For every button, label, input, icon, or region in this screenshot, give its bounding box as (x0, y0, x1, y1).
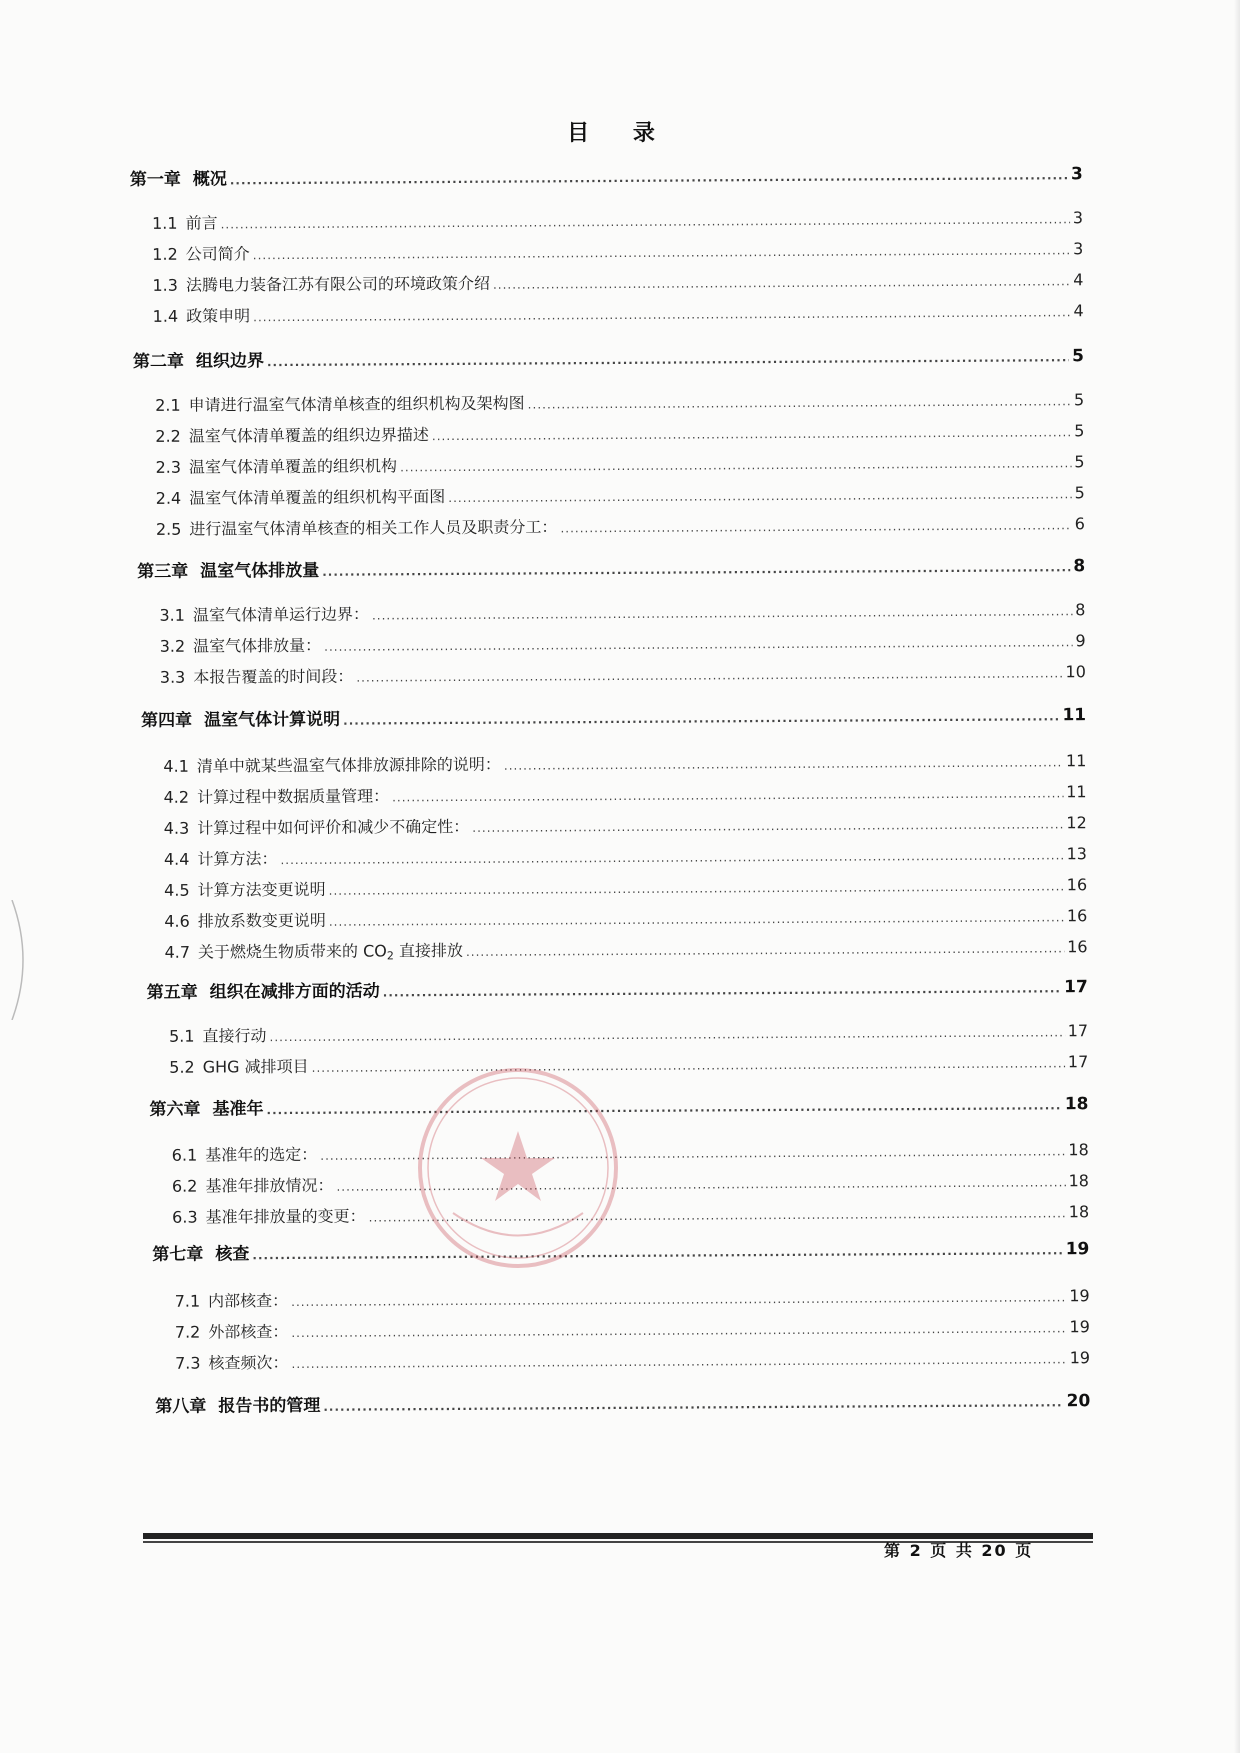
co2-subscript: 2 (386, 949, 394, 963)
toc-chapter-label (130, 164, 227, 190)
toc-page-number: 3 (1073, 239, 1084, 259)
toc-section-title: 前言 (185, 213, 218, 233)
toc-section-number: 4.2 (163, 787, 190, 807)
toc-leader-dots (252, 1244, 1062, 1261)
toc-page-number: 6 (1074, 514, 1085, 534)
toc-page-number: 19 (1069, 1348, 1091, 1368)
toc-page-number: 20 (1066, 1391, 1091, 1412)
toc-chapter-label (152, 1239, 249, 1265)
toc-page-number: 16 (1067, 937, 1088, 957)
toc-page-number: 16 (1066, 875, 1088, 895)
toc-chapter-number: 第三章 (137, 561, 189, 582)
toc-section-number: 4.3 (163, 818, 190, 838)
toc-page-number: 8 (1073, 556, 1086, 577)
toc-section-number: 2.5 (155, 519, 182, 539)
toc-section-title: 政策申明 (186, 306, 251, 326)
toc-page-number: 5 (1074, 452, 1085, 472)
toc-section-number: 2.1 (155, 395, 181, 415)
toc-section-title: 基准年排放量的变更： (205, 1206, 366, 1227)
toc-section-number: 3.2 (159, 636, 186, 656)
toc-section-label (164, 908, 326, 932)
toc-leader-dots (269, 1026, 1064, 1043)
toc-section-label (175, 1350, 289, 1374)
toc-chapter-number: 第二章 (132, 351, 184, 372)
toc-section-label (155, 453, 397, 477)
toc-section-title: 核查频次： (208, 1353, 289, 1373)
toc-section-label (160, 664, 354, 688)
toc-page-number: 5 (1073, 390, 1085, 410)
toc-page-number: 5 (1074, 483, 1085, 503)
toc-leader-dots (356, 667, 1062, 683)
toc-section-number: 4.4 (163, 849, 190, 869)
toc-section-number: 1.4 (152, 306, 179, 326)
toc-section-number: 4.7 (164, 942, 191, 962)
toc-section-number: 5.1 (168, 1026, 195, 1046)
toc-section-entry[interactable] (152, 236, 1083, 265)
toc-section-label (164, 938, 463, 964)
toc-chapter-entry[interactable] (137, 551, 1085, 582)
toc-leader-dots (343, 710, 1059, 726)
toc-section-entry[interactable] (152, 205, 1083, 234)
page-number-footer: 第 2 页 共 20 页 (884, 1541, 1034, 1560)
toc-section-title: 计算过程中数据质量管理： (196, 786, 390, 807)
toc-section-label (175, 1319, 289, 1343)
toc-page-number: 10 (1065, 662, 1086, 682)
toc-chapter-title: 核查 (215, 1244, 250, 1265)
toc-chapter-number: 第八章 (155, 1396, 207, 1417)
toc-section-title: 计算方法变更说明 (197, 879, 326, 900)
toc-leader-dots (322, 561, 1070, 578)
toc-chapter-label (149, 1094, 263, 1120)
toc-section-number: 7.3 (174, 1353, 201, 1373)
toc-section-number: 6.3 (172, 1207, 198, 1227)
toc-section-label (164, 877, 326, 901)
toc-section-label (153, 303, 251, 327)
toc-chapter-title: 温室气体计算说明 (204, 709, 341, 731)
toc-leader-dots (291, 1353, 1066, 1370)
toc-section-title: 基准年排放情况： (205, 1175, 334, 1196)
toc-leader-dots (448, 488, 1071, 504)
toc-section-entry[interactable] (164, 934, 1087, 964)
toc-section-title: 外部核查： (208, 1322, 289, 1342)
toc-page-number: 16 (1066, 906, 1088, 926)
toc-section-title: 计算方法： (197, 849, 278, 869)
toc-section-title: GHG 减排项目 (202, 1056, 309, 1077)
toc-section-label (172, 1173, 334, 1197)
toc-page-number: 18 (1068, 1140, 1089, 1160)
toc-section-label (175, 1288, 289, 1312)
toc-page-number: 4 (1073, 301, 1084, 321)
toc-leader-dots (504, 756, 1063, 771)
toc-section-label (164, 783, 390, 807)
toc-page-number: 19 (1069, 1317, 1090, 1337)
toc-section-entry[interactable] (153, 298, 1084, 327)
toc-section-number: 3.3 (159, 667, 186, 687)
toc-section-entry[interactable] (175, 1345, 1090, 1374)
toc-section-number: 4.1 (163, 756, 189, 776)
binding-edge-mark (8, 900, 38, 1020)
toc-section-number: 7.2 (174, 1322, 201, 1342)
toc-section-entry[interactable] (175, 1283, 1090, 1312)
toc-page-number: 4 (1073, 270, 1084, 290)
toc-page-number: 19 (1065, 1239, 1090, 1260)
toc-chapter-label (141, 705, 340, 731)
toc-section-number: 4.6 (164, 911, 190, 931)
toc-section-entry[interactable] (164, 872, 1087, 901)
toc-section-entry[interactable] (155, 387, 1084, 416)
toc-section-label (159, 602, 369, 626)
toc-chapter-entry[interactable] (133, 341, 1084, 372)
toc-section-entry[interactable] (164, 841, 1087, 870)
toc-section-number: 7.1 (174, 1291, 201, 1311)
toc-page-number: 3 (1070, 164, 1083, 185)
toc-section-title: 公司简介 (185, 244, 250, 264)
toc-page-number: 8 (1075, 600, 1086, 620)
toc-section-label (164, 846, 278, 870)
toc-section-number: 4.5 (164, 880, 190, 900)
toc-page-number: 12 (1066, 813, 1087, 833)
toc-section-title: 计算过程中如何评价和减少不确定性： (197, 816, 470, 838)
toc-section-entry[interactable] (160, 628, 1086, 657)
toc-chapter-number: 第四章 (141, 710, 193, 731)
toc-chapter-number: 第五章 (146, 982, 198, 1003)
toc-section-entry[interactable] (169, 1018, 1088, 1047)
toc-page-number: 17 (1064, 977, 1088, 998)
toc-chapter-title: 概况 (192, 169, 227, 190)
toc-section-title: 温室气体清单覆盖的组织机构平面图 (189, 487, 446, 508)
toc-leader-dots (253, 244, 1070, 261)
toc-page-number: 5 (1074, 421, 1085, 441)
toc-section-label (155, 422, 429, 447)
toc-page-number: 9 (1075, 631, 1086, 651)
toc-section-entry[interactable] (155, 418, 1084, 447)
toc-page-number: 18 (1068, 1171, 1090, 1191)
toc-section-number: 5.2 (169, 1057, 195, 1077)
toc-leader-dots (291, 1291, 1066, 1308)
toc-leader-dots (329, 911, 1064, 927)
toc-section-entry[interactable] (155, 449, 1084, 478)
toc-section-entry[interactable] (164, 810, 1087, 839)
toc-leader-dots (329, 880, 1064, 896)
toc-page-number: 11 (1062, 705, 1087, 726)
toc-section-number: 1.2 (152, 244, 178, 264)
toc-section-number: 1.1 (152, 213, 178, 233)
toc-page-number: 18 (1064, 1094, 1089, 1115)
toc-page-number: 17 (1067, 1052, 1089, 1072)
toc-leader-dots (266, 1099, 1061, 1116)
toc-chapter-title: 组织在减排方面的活动 (209, 981, 380, 1003)
toc-chapter-label (147, 976, 380, 1002)
toc-section-title: 法腾电力装备江苏有限公司的环境政策介绍 (185, 273, 490, 295)
toc-section-title: 直接行动 (202, 1026, 267, 1046)
toc-page-number: 11 (1066, 782, 1087, 802)
toc-leader-dots (466, 942, 1064, 958)
toc-section-entry[interactable] (156, 480, 1085, 509)
toc-section-label (155, 391, 525, 416)
toc-section-label (163, 752, 501, 777)
toc-section-title: 基准年的选定： (205, 1144, 318, 1165)
page-title: 目 录 (567, 121, 673, 146)
toc-section-title: 温室气体清单覆盖的组织边界描述 (188, 425, 429, 446)
toc-leader-dots (432, 426, 1071, 442)
toc-section-title: 温室气体清单运行边界： (192, 604, 369, 625)
toc-section-label (169, 1023, 267, 1047)
toc-leader-dots (323, 1396, 1063, 1413)
toc-chapter-entry[interactable] (130, 159, 1083, 190)
toc-chapter-number: 第七章 (152, 1244, 204, 1265)
toc-chapter-label (133, 346, 264, 372)
toc-chapter-title: 温室气体排放量 (200, 560, 320, 582)
toc-page-number: 5 (1072, 346, 1084, 367)
toc-section-entry[interactable] (163, 748, 1086, 777)
toc-section-label (172, 1142, 318, 1166)
toc-section-entry[interactable] (159, 597, 1085, 626)
toc-leader-dots (221, 213, 1070, 230)
toc-section-number: 3.1 (159, 605, 185, 625)
toc-section-label (152, 241, 250, 265)
toc-section-entry[interactable] (160, 659, 1086, 688)
scan-edge (1234, 0, 1240, 1753)
toc-leader-dots (291, 1322, 1066, 1339)
toc-leader-dots (253, 306, 1070, 323)
toc-chapter-entry[interactable] (141, 700, 1086, 731)
toc-section-entry[interactable] (172, 1199, 1089, 1228)
toc-section-title: 排放系数变更说明 (197, 910, 326, 931)
toc-section-entry[interactable] (172, 1168, 1089, 1197)
toc-chapter-title: 组织边界 (195, 351, 264, 372)
toc-section-title (198, 941, 463, 962)
toc-section-title: 清单中就某些温室气体排放源排除的说明： (196, 754, 501, 776)
toc-chapter-entry[interactable] (155, 1386, 1090, 1417)
toc-section-label (152, 210, 218, 233)
toc-leader-dots (528, 395, 1071, 410)
toc-leader-dots (493, 275, 1070, 291)
toc-page-number: 13 (1066, 844, 1088, 864)
toc-section-entry[interactable] (156, 511, 1085, 540)
toc-section-title: 本报告覆盖的时间段： (193, 666, 354, 687)
toc-section-number: 2.3 (155, 457, 182, 477)
toc-chapter-label (155, 1391, 320, 1417)
toc-chapter-number: 第一章 (129, 169, 181, 190)
toc-section-number: 2.4 (155, 488, 182, 508)
toc-section-number: 6.2 (171, 1176, 198, 1196)
toc-page-number: 17 (1067, 1021, 1089, 1041)
toc-chapter-number: 第六章 (149, 1099, 201, 1120)
toc-section-entry[interactable] (172, 1137, 1089, 1166)
toc-section-label (160, 633, 322, 657)
toc-chapter-title: 报告书的管理 (218, 1395, 321, 1417)
toc-section-entry[interactable] (175, 1314, 1090, 1343)
toc-section-label (172, 1204, 366, 1228)
toc-leader-dots (230, 169, 1068, 186)
toc-leader-dots (372, 605, 1072, 621)
toc-leader-dots (383, 982, 1061, 998)
toc-section-title: 温室气体清单覆盖的组织机构 (188, 456, 398, 477)
toc-leader-dots (472, 818, 1063, 834)
toc-section-title-text: 关于燃烧生物质带来的 CO (197, 941, 387, 962)
toc-section-entry[interactable] (152, 267, 1083, 296)
toc-leader-dots (400, 457, 1071, 473)
toc-section-title-text: 直接排放 (393, 940, 463, 961)
toc-section-number: 2.2 (155, 426, 181, 446)
toc-section-label (164, 814, 470, 839)
toc-section-title: 温室气体排放量： (193, 635, 322, 656)
toc-section-number: 1.3 (152, 275, 178, 295)
toc-section-title: 内部核查： (208, 1291, 289, 1311)
toc-section-entry[interactable] (164, 903, 1087, 932)
toc-page-number: 3 (1072, 208, 1084, 228)
toc-chapter-entry[interactable] (147, 972, 1088, 1003)
toc-leader-dots (560, 519, 1071, 534)
toc-page-number: 19 (1069, 1286, 1090, 1306)
toc-section-label (152, 271, 490, 296)
toc-chapter-label (137, 556, 319, 582)
toc-chapter-title: 基准年 (212, 1099, 264, 1120)
toc-section-title: 进行温室气体清单核查的相关工作人员及职责分工： (189, 517, 558, 539)
toc-leader-dots (392, 787, 1063, 803)
toc-section-label (169, 1054, 309, 1078)
toc-leader-dots (267, 351, 1069, 368)
toc-page-number: 18 (1068, 1202, 1090, 1222)
toc-leader-dots (324, 636, 1072, 653)
toc-section-label (156, 484, 446, 509)
toc-section-entry[interactable] (164, 779, 1087, 808)
toc-section-number: 6.1 (171, 1145, 198, 1165)
toc-leader-dots (280, 849, 1063, 866)
company-seal-stamp (413, 1063, 623, 1273)
toc-section-entry[interactable] (169, 1049, 1088, 1078)
toc-section-label (156, 514, 558, 539)
toc-section-title: 申请进行温室气体清单核查的组织机构及架构图 (188, 393, 525, 415)
toc-page-number: 11 (1065, 751, 1087, 771)
